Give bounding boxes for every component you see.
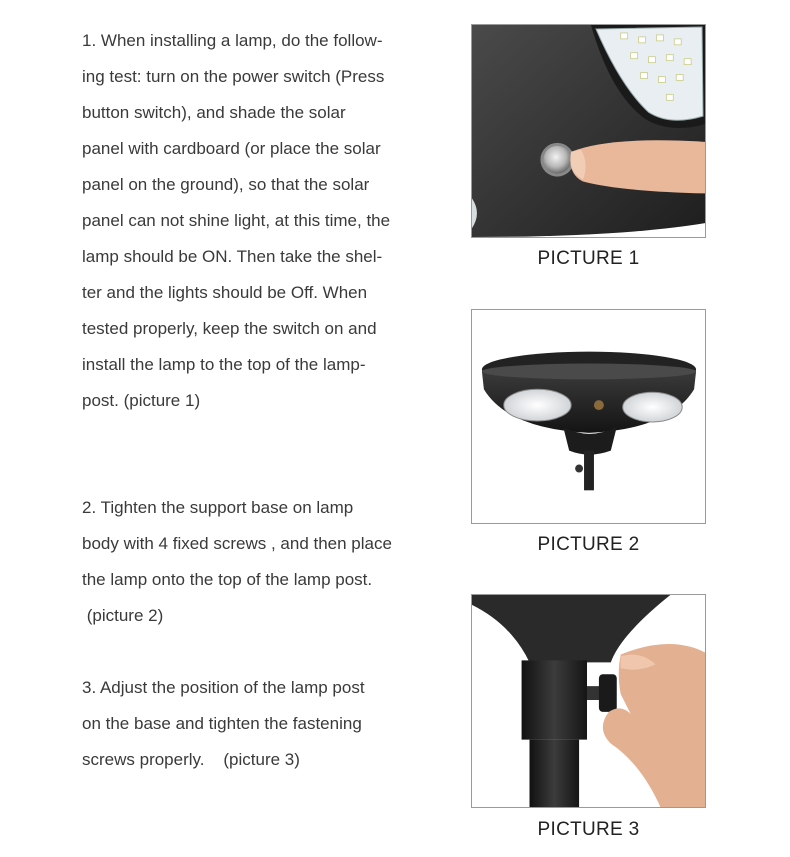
step-3-instructions	[82, 670, 400, 778]
step-1-line: post. (picture 1)	[82, 391, 201, 410]
step-3-line: on the base and tighten the fastening	[82, 714, 362, 733]
step-1-line: install the lamp to the top of the lamp-	[82, 355, 366, 374]
step-1-line: ing test: turn on the power switch (Press	[82, 67, 385, 86]
step-1-line: 1. When installing a lamp, do the follow-	[82, 31, 383, 50]
step-3-line: screws properly. (picture 3)	[82, 750, 300, 769]
step-1-instructions	[82, 23, 400, 419]
step-1-line: tested properly, keep the switch on and	[82, 319, 377, 338]
picture-2-photo	[471, 309, 706, 524]
step-1-line: panel can not shine light, at this time, the	[82, 211, 391, 230]
step-2-line: the lamp onto the top of the lamp post.	[82, 570, 373, 589]
step-2-line: 2. Tighten the support base on lamp	[82, 498, 354, 517]
step-1-line: lamp should be ON. Then take the shel-	[82, 247, 383, 266]
lamp-on-base-illustration	[472, 310, 705, 523]
picture-1-photo	[471, 24, 706, 238]
tighten-screw-illustration	[472, 595, 705, 807]
picture-3-caption: PICTURE 3	[537, 819, 640, 840]
picture-2-caption: PICTURE 2	[537, 534, 640, 555]
step-3-line: 3. Adjust the position of the lamp post	[82, 678, 365, 697]
step-2-line: body with 4 fixed screws , and then place	[82, 534, 392, 553]
picture-3-photo	[471, 594, 706, 808]
step-1-line: panel with cardboard (or place the solar	[82, 139, 381, 158]
step-1-line: panel on the ground), so that the solar	[82, 175, 370, 194]
step-1-line: button switch), and shade the solar	[82, 103, 346, 122]
picture-1-caption: PICTURE 1	[537, 248, 640, 269]
step-1-line: ter and the lights should be Off. When	[82, 283, 368, 302]
step-2-instructions	[82, 490, 400, 634]
step-2-line: (picture 2)	[82, 606, 164, 625]
power-button-illustration	[472, 25, 705, 237]
